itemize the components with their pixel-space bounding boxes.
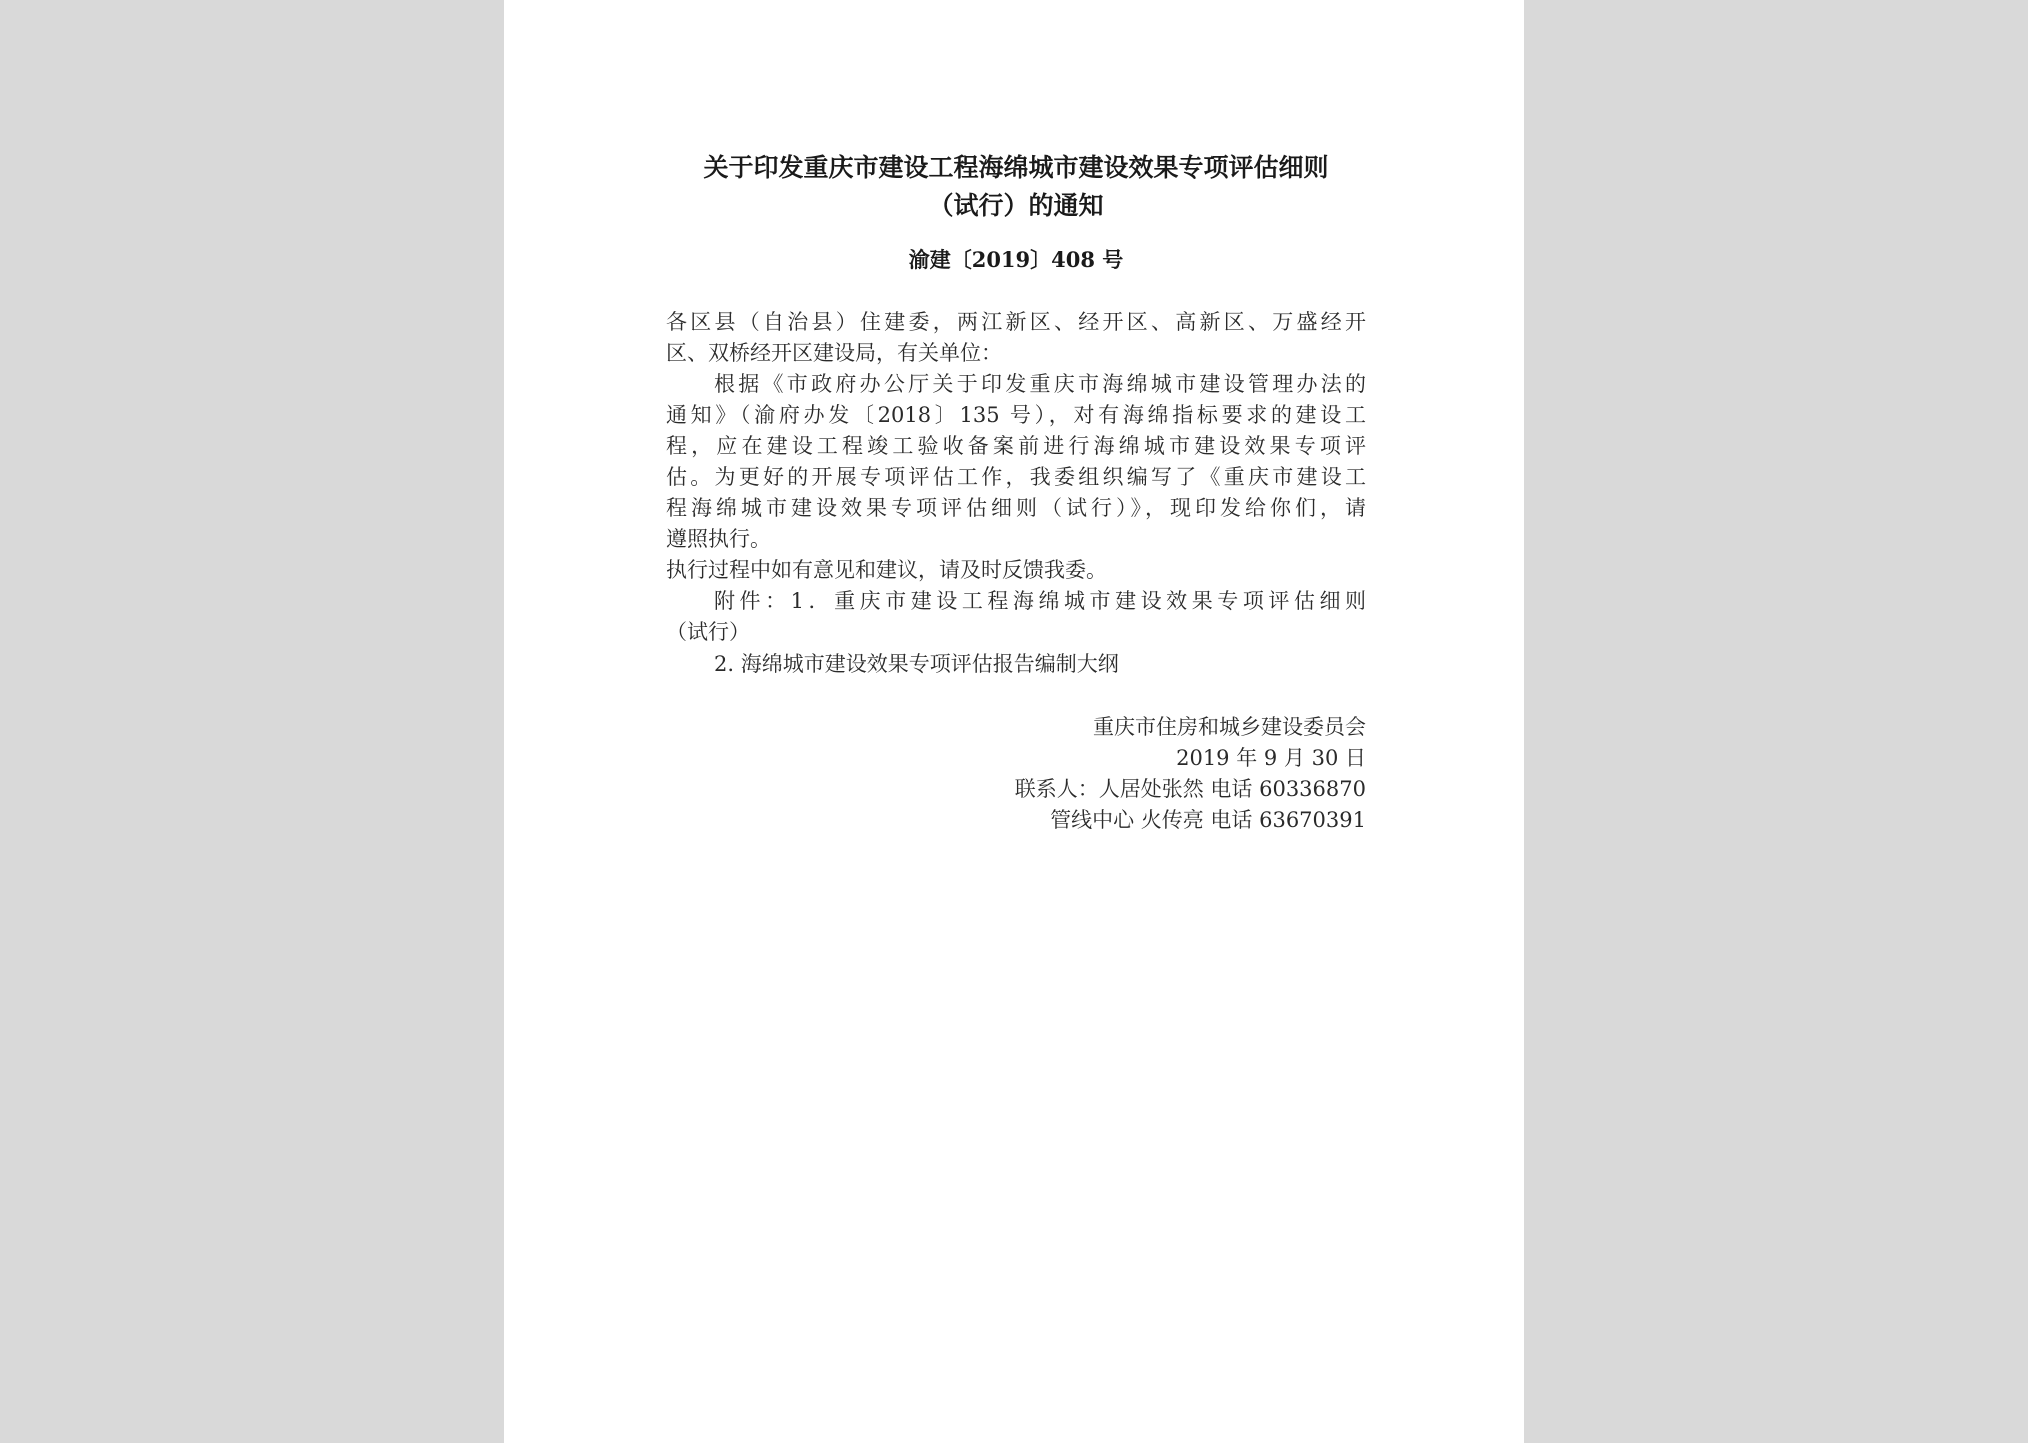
attachment-line-1-continued: （试行） (666, 620, 750, 644)
document-title-line-2: （试行）的通知 (928, 191, 1104, 220)
document-title-line-1: 关于印发重庆市建设工程海绵城市建设效果专项评估细则 (703, 153, 1329, 182)
body-line: 估。为更好的开展专项评估工作，我委组织编写了《重庆市建设工 (666, 465, 1366, 489)
contact-line-1: 联系人：人居处张然 电话 60336870 (1014, 777, 1366, 801)
issuer: 重庆市住房和城乡建设委员会 (1093, 715, 1366, 739)
body-line: 程海绵城市建设效果专项评估细则（试行）》，现印发给你们，请 (666, 496, 1366, 520)
attachment-line-1: 附件：1．重庆市建设工程海绵城市建设效果专项评估细则 (714, 589, 1366, 613)
addressee-line-1: 各区县（自治县）住建委，两江新区、经开区、高新区、万盛经开 (666, 310, 1366, 334)
document-number: 渝建〔2019〕408 号 (908, 247, 1124, 272)
body-line: 遵照执行。 (666, 527, 771, 551)
document-page (504, 0, 1524, 1443)
contact-line-2: 管线中心 火传亮 电话 63670391 (1050, 808, 1366, 832)
attachment-line-2: 2. 海绵城市建设效果专项评估报告编制大纲 (714, 652, 1119, 676)
issue-date: 2019 年 9 月 30 日 (1176, 746, 1366, 770)
feedback-line: 执行过程中如有意见和建议，请及时反馈我委。 (666, 558, 1107, 582)
addressee-line-2: 区、双桥经开区建设局，有关单位： (666, 341, 1002, 365)
body-line: 程，应在建设工程竣工验收备案前进行海绵城市建设效果专项评 (666, 434, 1366, 458)
body-line: 通知》（渝府办发〔2018〕135 号），对有海绵指标要求的建设工 (666, 403, 1366, 427)
body-line: 根据《市政府办公厅关于印发重庆市海绵城市建设管理办法的 (714, 372, 1366, 396)
